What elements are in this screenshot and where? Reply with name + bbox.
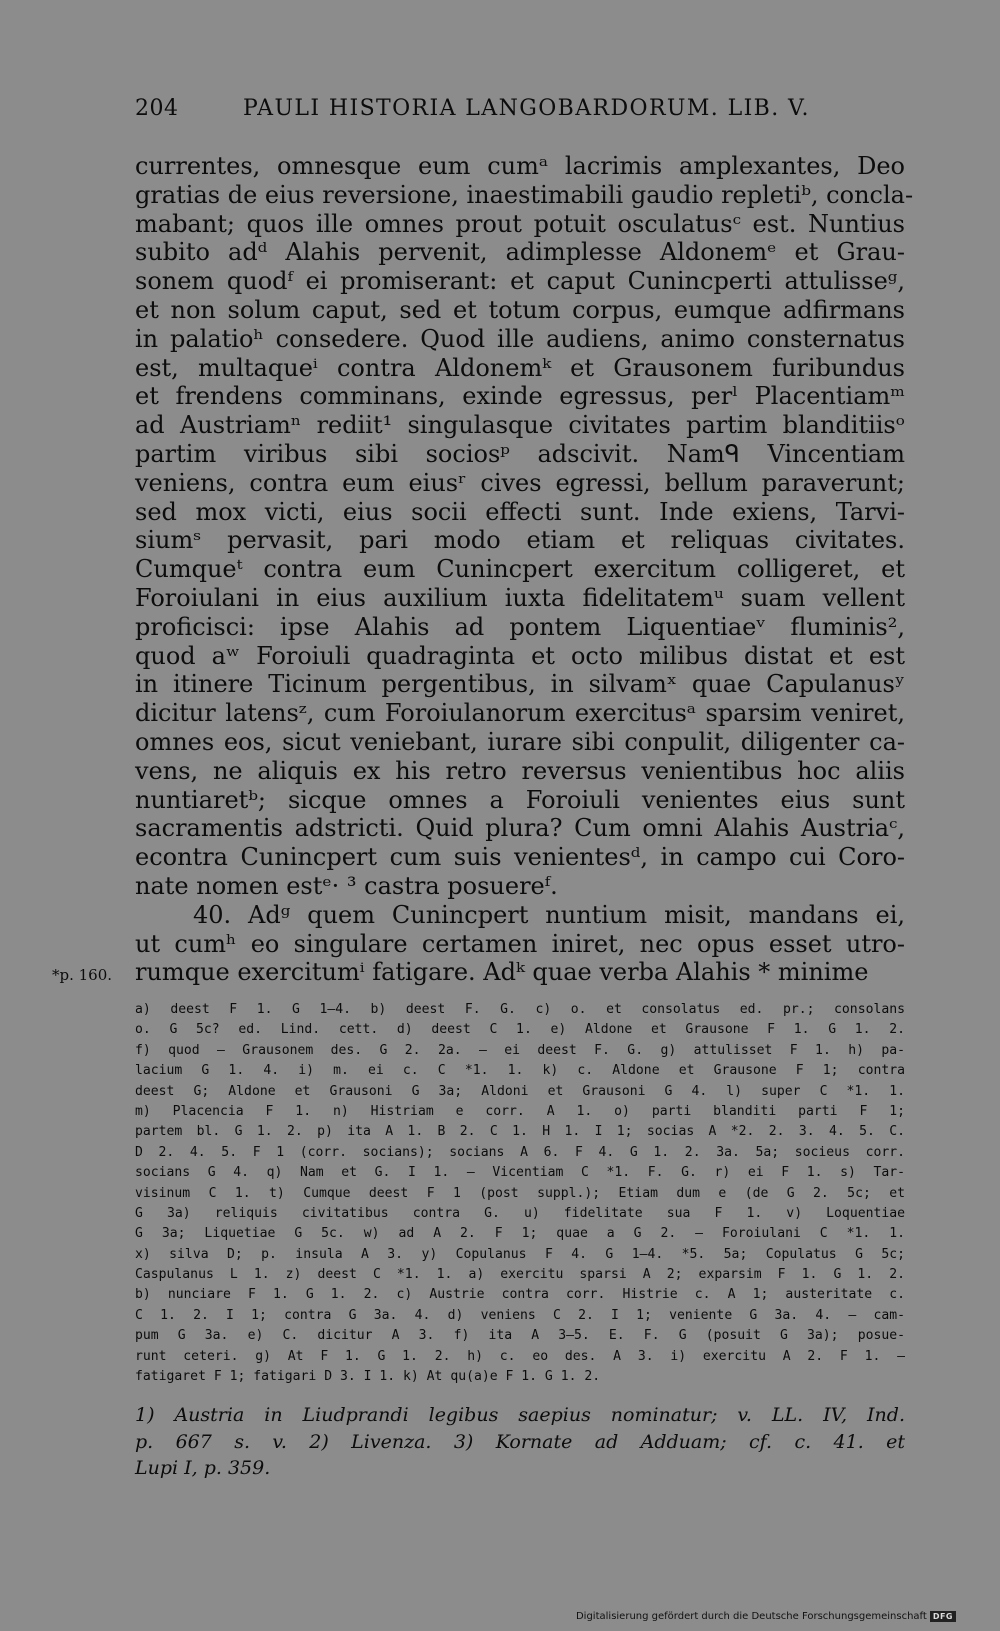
text-line: sed mox victi, eius socii effecti sunt. Inde exiens, Tarvi- xyxy=(135,497,905,526)
apparatus-line: a) deest F 1. G 1—4. b) deest F. G. c) o. et consolatus ed. pr.; consolans xyxy=(135,1002,905,1017)
text-line: nate nomen estᵉ· ³ castra posuereᶠ. xyxy=(135,871,558,900)
text-line: et frendens comminans, exinde egressus, perˡ Placentiamᵐ xyxy=(135,382,905,411)
text-line: ut cumʰ eo singulare certamen iniret, nec opus esset utro- xyxy=(135,929,905,958)
text-line: et non solum caput, sed et totum corpus, eumque adfirmans xyxy=(135,295,905,324)
text-line: sonem quodᶠ ei promiserant: et caput Cunincperti attulisseᵍ, xyxy=(135,267,905,296)
apparatus-line: o. G 5c? ed. Lind. cett. d) deest C 1. e) Aldone et Grausone F 1. G 1. 2. xyxy=(135,1022,905,1038)
text-line: Cumqueᵗ contra eum Cunincpert exercitum colligeret, et xyxy=(135,555,905,584)
text-line: dicitur latensᶻ, cum Foroiulanorum exercitusᵃ sparsim veniret, xyxy=(135,699,905,728)
text-line: gratias de eius reversione, inaestimabili gaudio repletiᵇ, concla- xyxy=(135,180,914,209)
footnote-line: Lupi I, p. 359. xyxy=(135,1457,271,1479)
text-line: est, multaqueⁱ contra Aldonemᵏ et Grausonem furibundus xyxy=(135,353,905,382)
footnote-line: 1) Austria in Liudprandi legibus saepius nominatur; v. LL. IV, Ind. xyxy=(135,1404,905,1426)
apparatus-line: C 1. 2. I 1; contra G 3a. 4. d) veniens C 2. I 1; veniente G 3a. 4. — cam- xyxy=(135,1307,905,1323)
text-line: proficisci: ipse Alahis ad pontem Liquentiaeᵛ fluminis², xyxy=(135,612,905,641)
apparatus-line: fatigaret F 1; fatigari D 3. I 1. k) At qu(a)e F 1. G 1. 2. xyxy=(135,1369,601,1385)
footnote-line: p. 667 s. v. 2) Livenza. 3) Kornate ad Adduam; cf. c. 41. et xyxy=(135,1430,905,1453)
text-line: quod aʷ Foroiuli quadraginta et octo milibus distat et est xyxy=(135,641,905,670)
apparatus-line: pum G 3a. e) C. dicitur A 3. f) ita A 3—5. E. F. G (posuit G 3a); posue- xyxy=(135,1328,905,1344)
apparatus-line: G 3a) reliquis civitatibus contra G. u) fidelitate sua F 1. v) Loquentiae xyxy=(135,1205,905,1221)
text-line: rumque exercitumⁱ fatigare. Adᵏ quae verba Alahis * minime xyxy=(135,958,869,987)
apparatus-line: visinum C 1. t) Cumque deest F 1 (post suppl.); Etiam dum e (de G 2. 5c; et xyxy=(135,1185,905,1201)
text-line: in itinere Ticinum pergentibus, in silvamˣ quae Capulanusʸ xyxy=(135,670,905,699)
credit-text: Digitalisierung gefördert durch die Deutsche Forschungsgemeinschaft xyxy=(575,1611,927,1622)
apparatus-line: m) Placencia F 1. n) Histriam e corr. A 1. o) parti blanditi parti F 1; xyxy=(135,1103,905,1119)
text-line: sacramentis adstricti. Quid plura? Cum omni Alahis Austriaᶜ, xyxy=(135,814,905,843)
apparatus-line: f) quod — Grausonem des. G 2. 2a. — ei deest F. G. g) attulisset F 1. h) pa- xyxy=(135,1042,905,1058)
critical-apparatus xyxy=(135,1000,905,1387)
text-line: partim viribus sibi sociosᵖ adscivit. Namᑫ Vincentiam xyxy=(135,439,905,468)
apparatus-line: partem bl. G 1. 2. p) ita A 1. B 2. C 1. H 1. I 1; socias A *2. 2. 3. 4. 5. C. xyxy=(135,1124,905,1140)
text-line: in palatioʰ consedere. Quod ille audiens, animo consternatus xyxy=(135,324,905,353)
text-line: siumˢ pervasit, pari modo etiam et reliquas civitates. xyxy=(135,526,905,555)
text-line: ad Austriamⁿ rediit¹ singulasque civitates partim blanditiisᵒ xyxy=(135,411,905,440)
text-line: mabant; quos ille omnes prout potuit osculatusᶜ est. Nuntius xyxy=(135,209,905,238)
text-line: subito adᵈ Alahis pervenit, adimplesse Aldonemᵉ et Grau- xyxy=(135,238,905,267)
page-number: 204 xyxy=(135,96,179,121)
apparatus-line: socians G 4. q) Nam et G. I 1. — Vicentiam C *1. F. G. r) ei F 1. s) Tar- xyxy=(135,1165,905,1181)
dfg-logo: DFG xyxy=(930,1611,956,1622)
margin-page-reference: *p. 160. xyxy=(52,966,113,984)
apparatus-line: D 2. 4. 5. F 1 (corr. socians); socians A 6. F 4. G 1. 2. 3a. 5a; socieus corr. xyxy=(135,1144,905,1160)
digitization-credit xyxy=(576,1611,956,1622)
apparatus-line: Caspulanus L 1. z) deest C *1. 1. a) exercitu sparsi A 2; exparsim F 1. G 1. 2. xyxy=(135,1267,905,1283)
apparatus-line: lacium G 1. 4. i) m. ei c. C *1. 1. k) c. Aldone et Grausone F 1; contra xyxy=(135,1063,905,1079)
text-line: veniens, contra eum eiusʳ cives egressi, bellum paraverunt; xyxy=(135,468,905,497)
text-line: currentes, omnesque eum cumᵃ lacrimis amplexantes, Deo xyxy=(135,152,905,180)
footnotes xyxy=(135,1402,905,1482)
apparatus-line: b) nunciare F 1. G 1. 2. c) Austrie contra corr. Histrie c. A 1; austeritate c. xyxy=(135,1287,905,1303)
apparatus-line: deest G; Aldone et Grausoni G 3a; Aldoni et Grausoni G 4. l) super C *1. 1. xyxy=(135,1083,905,1099)
text-line: nuntiaretᵇ; sicque omnes a Foroiuli venientes eius sunt xyxy=(135,785,905,814)
text-line: Foroiulani in eius auxilium iuxta fidelitatemᵘ suam vellent xyxy=(135,583,905,612)
text-line: omnes eos, sicut veniebant, iurare sibi conpulit, diligenter ca- xyxy=(135,727,905,756)
text-line: econtra Cunincpert cum suis venientesᵈ, in campo cui Coro- xyxy=(135,843,905,872)
apparatus-line: x) silva D; p. insula A 3. y) Copulanus F 4. G 1—4. *5. 5a; Copulatus G 5c; xyxy=(135,1246,905,1262)
text-line: vens, ne aliquis ex his retro reversus venientibus hoc aliis xyxy=(135,756,905,785)
text-line: 40. Adᵍ quem Cunincpert nuntium misit, mandans ei, xyxy=(193,900,905,929)
apparatus-line: G 3a; Liquetiae G 5c. w) ad A 2. F 1; quae a G 2. — Foroiulani C *1. 1. xyxy=(135,1226,905,1242)
apparatus-line: runt ceteri. g) At F 1. G 1. 2. h) c. eo des. A 3. i) exercitu A 2. F 1. — xyxy=(135,1348,905,1364)
main-text xyxy=(135,152,914,987)
running-title: PAULI HISTORIA LANGOBARDORUM. LIB. V. xyxy=(243,96,810,121)
